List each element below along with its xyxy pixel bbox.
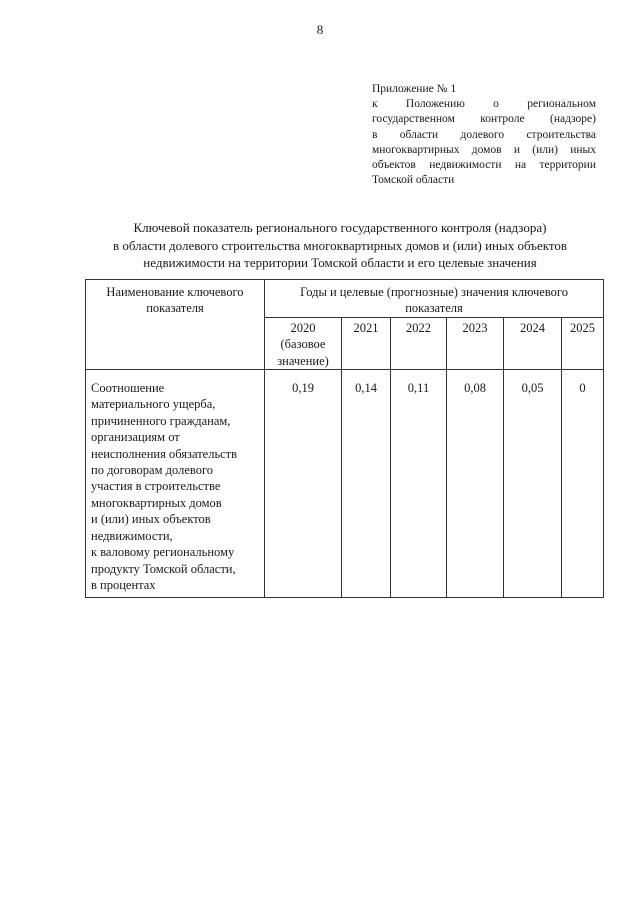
appendix-line: государственном контроле (надзоре): [372, 113, 596, 126]
indicator-table: [85, 279, 604, 598]
year-header-2020: 2020 (базовое значение): [265, 317, 342, 369]
year-header-2021: 2021: [342, 317, 391, 369]
value-2024: 0,05: [504, 370, 562, 598]
page-number: 8: [316, 22, 324, 37]
appendix-line: Приложение № 1: [372, 83, 457, 95]
title-line: в области долевого строительства многоквартирных домов и (или) иных объектов: [112, 237, 568, 253]
year-header-2023: 2023: [447, 317, 504, 369]
appendix-line: многоквартирных домов и (или) иных: [372, 143, 596, 156]
appendix-line: Томской области: [372, 174, 455, 187]
header-years-group: Годы и целевые (прогнозные) значения ключевого показателя: [265, 280, 604, 318]
table-row: [86, 370, 604, 598]
appendix-note: [372, 82, 596, 188]
year-header-2024: 2024: [504, 317, 562, 369]
year-header-2022: 2022: [391, 317, 447, 369]
title-line: Ключевой показатель регионального государственного контроля (надзора): [133, 220, 547, 235]
value-2020: 0,19: [265, 370, 342, 598]
document-title: [80, 219, 600, 272]
appendix-line: объектов недвижимости на территории: [372, 159, 596, 172]
value-2025: 0: [562, 370, 604, 598]
title-line: недвижимости на территории Томской области и его целевые значения: [143, 255, 537, 270]
year-header-2025: 2025: [562, 317, 604, 369]
value-2022: 0,11: [391, 370, 447, 598]
appendix-line: в области долевого строительства: [372, 128, 596, 141]
header-indicator-name: Наименование ключевого показателя: [86, 280, 265, 370]
value-2023: 0,08: [447, 370, 504, 598]
table-header-row: [86, 280, 604, 318]
appendix-line: к Положению о региональном: [372, 98, 596, 111]
value-2021: 0,14: [342, 370, 391, 598]
indicator-name-cell: Соотношение материального ущерба, причиненного гражданам, организациям от неисполнения обязательств по договорам долевого участия в строительстве многоквартирных домов и (или) иных объектов недвижимости, к валовому региональному продукту Томской области, в процентах: [86, 370, 265, 598]
